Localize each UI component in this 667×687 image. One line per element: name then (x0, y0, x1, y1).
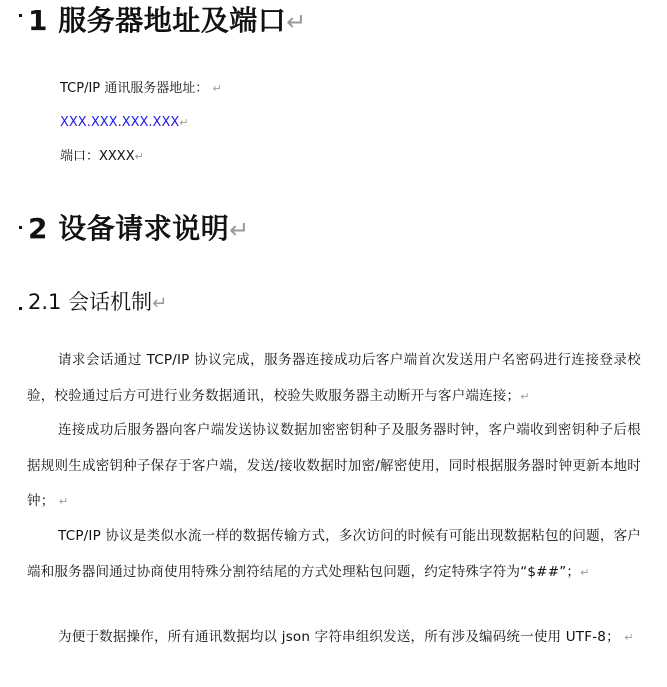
paragraph-key-seed (27, 413, 641, 520)
paragraph-mark-icon: ↵ (229, 216, 250, 244)
paragraph-session-login-text: 请求会话通过 TCP/IP 协议完成，服务器连接成功后客户端首次发送用户名密码进行连接登录校验，校验通过后方可进行业务数据通讯，校验失败服务器主动断开与客户端连接； (27, 352, 641, 404)
paragraph-mark-icon: ↵ (134, 150, 144, 163)
heading-device-request (28, 211, 250, 248)
paragraph-sticky-packet-text: TCP/IP 协议是类似水流一样的数据传输方式，多次访问的时候有可能出现数据粘包的问题，客户端和服务器间通过协商使用特殊分割符结尾的方式处理粘包问题，约定特殊字符为“$##”； (27, 528, 641, 580)
paragraph-mark-icon: ↵ (286, 8, 307, 36)
heading-server-address-text: 1 服务器地址及端口 (28, 4, 287, 37)
paragraph-mark-icon: ↵ (212, 82, 222, 95)
heading-bullet (19, 14, 22, 17)
server-address-label-text: TCP/IP 通讯服务器地址： (60, 81, 209, 96)
paragraph-mark-icon: ↵ (520, 389, 530, 403)
subheading-session-mechanism (28, 288, 167, 318)
paragraph-json-encoding (27, 620, 641, 656)
heading-bullet (19, 226, 22, 229)
paragraph-mark-icon: ↵ (580, 565, 590, 579)
subheading-bullet (19, 307, 22, 310)
paragraph-session-login (27, 343, 641, 414)
server-address-value (60, 114, 189, 132)
heading-server-address (28, 3, 307, 40)
server-address-label (60, 80, 222, 98)
subheading-session-mechanism-text: 2.1 会话机制 (28, 290, 153, 314)
paragraph-sticky-packet (27, 519, 641, 590)
server-address-value-text: XXX.XXX.XXX.XXX (60, 115, 180, 130)
paragraph-mark-icon: ↵ (58, 495, 69, 508)
paragraph-key-seed-text: 连接成功后服务器向客户端发送协议数据加密密钥种子及服务器时钟，客户端收到密钥种子后根据规则生成密钥种子保存于客户端，发送/接收数据时加密/解密使用，同时根据服务器时钟更新本地时钟； (27, 422, 641, 509)
paragraph-json-encoding-text: 为便于数据操作，所有通讯数据均以 json 字符串组织发送，所有涉及编码统一使用 UTF-8； (58, 629, 620, 645)
server-port-text: 端口：XXXX (60, 149, 135, 164)
paragraph-mark-icon: ↵ (152, 293, 168, 314)
paragraph-mark-icon: ↵ (624, 631, 634, 644)
heading-device-request-text: 2 设备请求说明 (28, 212, 230, 245)
server-port (60, 148, 144, 166)
paragraph-mark-icon: ↵ (179, 116, 189, 129)
